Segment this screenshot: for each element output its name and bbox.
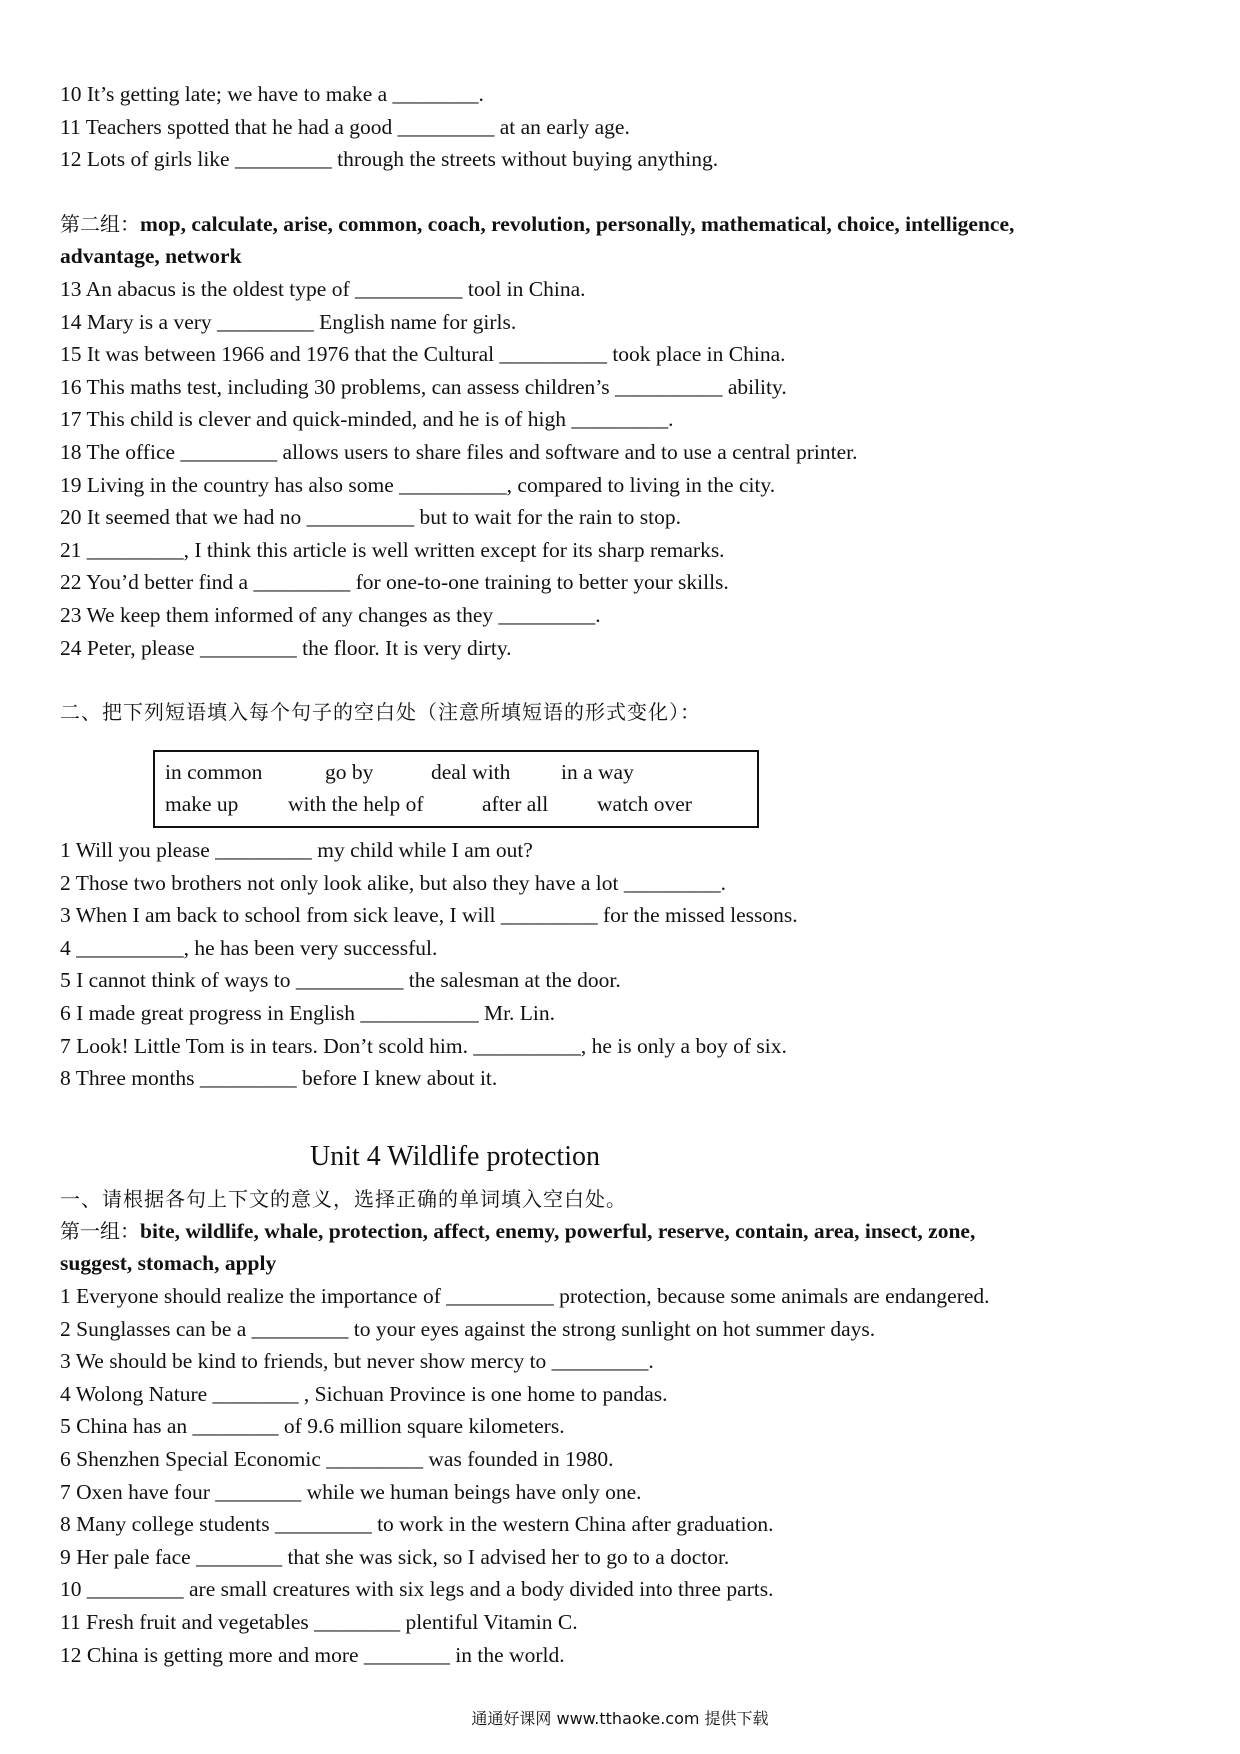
exercise-item: 2 Those two brothers not only look alike, but also they have a lot _________. (60, 870, 727, 895)
group1-words-cont: suggest, stomach, apply (60, 1251, 277, 1276)
exercise-item: 24 Peter, please _________ the floor. It is very dirty. (60, 635, 512, 660)
section1-tail (60, 78, 1190, 176)
exercise-item: 11 Teachers spotted that he had a good _________ at an early age. (60, 114, 630, 139)
part2-title: 二、把下列短语填入每个句子的空白处（注意所填短语的形式变化）： (60, 700, 701, 725)
phrase: go by (325, 760, 374, 785)
exercise-item: 2 Sunglasses can be a _________ to your eyes against the strong sunlight on hot summer days. (60, 1316, 876, 1341)
spacer (60, 1095, 1190, 1127)
exercise-item: 23 We keep them informed of any changes as they _________. (60, 602, 601, 627)
page-footer: 通通好课网 www.tthaoke.com 提供下载 (471, 1709, 769, 1728)
exercise-item: 5 China has an ________ of 9.6 million square kilometers. (60, 1414, 565, 1439)
exercise-item: 4 __________, he has been very successful. (60, 935, 438, 960)
exercise-item: 7 Look! Little Tom is in tears. Don’t scold him. __________, he is only a boy of six. (60, 1033, 787, 1058)
exercise-item: 20 It seemed that we had no __________ but to wait for the rain to stop. (60, 505, 681, 530)
phrase: in common (165, 760, 263, 785)
exercise-item: 3 When I am back to school from sick leave, I will _________ for the missed lessons. (60, 903, 798, 928)
phrase-box (153, 750, 759, 828)
exercise-item: 15 It was between 1966 and 1976 that the Cultural __________ took place in China. (60, 342, 786, 367)
phrase: watch over (597, 792, 692, 817)
phrase: after all (482, 792, 549, 817)
exercise-item: 4 Wolong Nature ________ , Sichuan Province is one home to pandas. (60, 1381, 668, 1406)
exercise-item: 5 I cannot think of ways to __________ the salesman at the door. (60, 968, 621, 993)
phrase: with the help of (288, 792, 424, 817)
exercise-item: 8 Three months _________ before I knew about it. (60, 1066, 498, 1091)
part2-items (60, 834, 1190, 1095)
unit4-items (60, 1280, 1190, 1671)
exercise-item: 3 We should be kind to friends, but never show mercy to _________. (60, 1349, 654, 1374)
exercise-item: 8 Many college students _________ to work in the western China after graduation. (60, 1512, 774, 1537)
phrase: deal with (431, 760, 511, 785)
unit4-group1-heading (60, 1215, 1190, 1280)
exercise-item: 6 I made great progress in English ___________ Mr. Lin. (60, 1001, 556, 1026)
exercise-item: 10 It’s getting late; we have to make a ________. (60, 82, 484, 106)
exercise-item: 19 Living in the country has also some __________, compared to living in the city. (60, 472, 776, 497)
phrase: in a way (561, 760, 634, 785)
spacer (60, 664, 1190, 696)
group2-heading (60, 208, 1190, 273)
exercise-item: 12 China is getting more and more ________ in the world. (60, 1642, 565, 1667)
phrase: make up (165, 792, 239, 817)
exercise-item: 21 _________, I think this article is well written except for its sharp remarks. (60, 537, 725, 562)
exercise-item: 12 Lots of girls like _________ through the streets without buying anything. (60, 147, 719, 172)
exercise-item: 14 Mary is a very _________ English name for girls. (60, 309, 517, 334)
exercise-item: 18 The office _________ allows users to share files and software and to use a central printer. (60, 439, 858, 464)
unit-title: Unit 4 Wildlife protection (310, 1140, 600, 1172)
exercise-item: 16 This maths test, including 30 problems, can assess children’s __________ ability. (60, 374, 787, 399)
exercise-item: 22 You’d better find a _________ for one-to-one training to better your skills. (60, 570, 729, 595)
exercise-item: 7 Oxen have four ________ while we human beings have only one. (60, 1479, 642, 1504)
unit4-instruction: 一、请根据各句上下文的意义，选择正确的单词填入空白处。 (60, 1186, 627, 1211)
exercise-item: 10 _________ are small creatures with six legs and a body divided into three parts. (60, 1577, 774, 1602)
group1-words: bite, wildlife, whale, protection, affect, enemy, powerful, reserve, contain, area, insect, zone, (140, 1218, 976, 1243)
group1-label: 第一组： (60, 1218, 140, 1243)
worksheet-page (60, 78, 1190, 1671)
exercise-item: 11 Fresh fruit and vegetables ________ plentiful Vitamin C. (60, 1609, 578, 1634)
exercise-item: 1 Will you please _________ my child while I am out? (60, 838, 533, 863)
exercise-item: 17 This child is clever and quick-minded, and he is of high _________. (60, 407, 674, 432)
phrase-row (165, 788, 747, 820)
exercise-item: 9 Her pale face ________ that she was sick, so I advised her to go to a doctor. (60, 1544, 730, 1569)
group2-items (60, 273, 1190, 664)
exercise-item: 1 Everyone should realize the importance of __________ protection, because some animals are endangered. (60, 1284, 990, 1309)
exercise-item: 6 Shenzhen Special Economic _________ was founded in 1980. (60, 1447, 614, 1471)
phrase-row (165, 756, 747, 788)
spacer (60, 176, 1190, 208)
group2-words-cont: advantage, network (60, 244, 242, 269)
group2-label: 第二组： (60, 211, 140, 236)
exercise-item: 13 An abacus is the oldest type of __________ tool in China. (60, 276, 586, 301)
group2-words: mop, calculate, arise, common, coach, revolution, personally, mathematical, choice, intelligence, (140, 211, 1015, 236)
